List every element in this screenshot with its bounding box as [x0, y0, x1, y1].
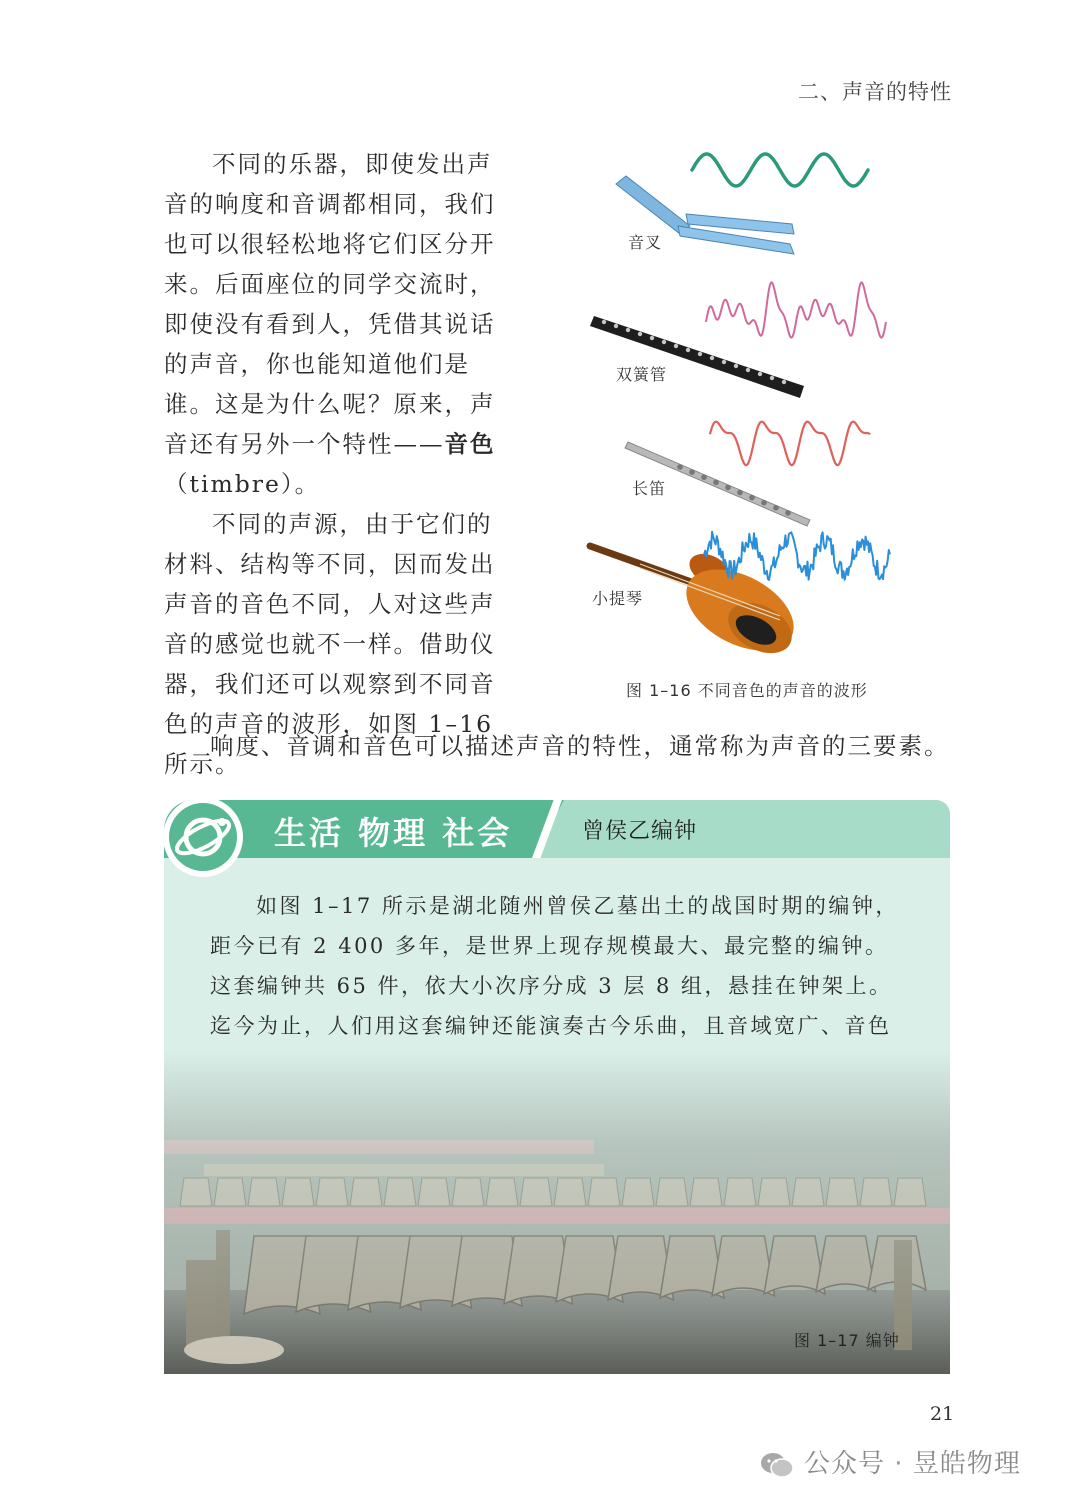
- figure-16-caption: 图 1–16 不同音色的声音的波形: [626, 681, 868, 700]
- main-text-column: [164, 144, 516, 784]
- paragraph-timbre: [164, 144, 516, 504]
- violin-waveform: [704, 532, 890, 580]
- term-timbre: 音色: [444, 430, 496, 458]
- watermark: [760, 1443, 1021, 1480]
- paragraph-waveform: 不同的声源，由于它们的材料、结构等不同，因而发出声音的音色不同，人对这些声音的感觉也就不一样。借助仪器，我们还可以观察到不同音色的声音的波形，如图 1–16 所示。: [164, 510, 496, 778]
- box-title: 生活 物理 社会: [274, 814, 513, 852]
- page-number: 21: [930, 1403, 955, 1425]
- paragraph-timbre-end: （timbre）。: [164, 470, 321, 498]
- wechat-icon: [760, 1451, 794, 1479]
- bells-photo: [164, 1050, 950, 1374]
- label-violin: 小提琴: [592, 589, 644, 608]
- watermark-prefix: 公众号: [804, 1449, 886, 1479]
- box-paragraph: 如图 1–17 所示是湖北随州曾侯乙墓出土的战国时期的编钟，距今已有 2 400 多年，是世界上现存规模最大、最完整的编钟。这套编钟共 65 件，依大小次序分成 3 层 8 组，悬挂在钟架上。迄今为止，人们用这套编钟还能演奏古今乐曲，且音域宽广、音色: [210, 894, 899, 1038]
- label-oboe: 双簧管: [616, 365, 668, 384]
- watermark-separator: ·: [894, 1449, 904, 1479]
- section-header: 二、声音的特性: [798, 80, 952, 104]
- planet-icon: [164, 800, 246, 880]
- fork-waveform: [692, 154, 868, 186]
- flute-waveform: [710, 422, 870, 465]
- figure-waveforms: [580, 140, 910, 710]
- summary-line: 响度、音调和音色可以描述声音的特性，通常称为声音的三要素。: [210, 732, 950, 760]
- watermark-name: 昱皓物理: [912, 1449, 1021, 1479]
- figure-17-caption: 图 1–17 编钟: [794, 1331, 900, 1350]
- oboe-icon: [590, 316, 804, 398]
- box-subtitle: 曾侯乙编钟: [582, 819, 698, 844]
- paragraph-timbre-text: 不同的乐器，即使发出声音的响度和音调都相同，我们也可以很轻松地将它们区分开来。后面座位的同学交流时，即使没有看到人，凭借其说话的声音，你也能知道他们是谁。这是为什么呢？原来，声音还有另外一个特性——: [164, 150, 496, 458]
- waveform-illustration: [580, 140, 910, 710]
- box-header: [164, 800, 950, 858]
- label-tuning-fork: 音叉: [628, 233, 663, 252]
- sidebar-box: [164, 800, 950, 1374]
- oboe-waveform: [706, 282, 886, 337]
- label-flute: 长笛: [632, 479, 667, 498]
